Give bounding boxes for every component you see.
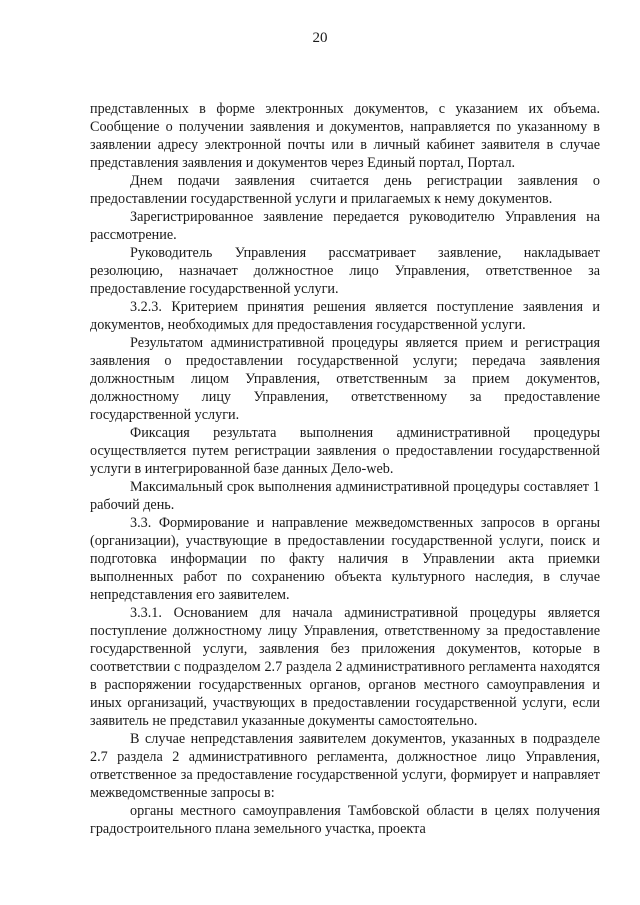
paragraph-continuation: представленных в форме электронных документов, с указанием их объема. Сообщение о получении заявления и документов, направляется по указанному в заявлении адресу электронной почты или в личный кабинет заявителя в случае представления заявления и документов через Единый портал, Портал. (90, 101, 600, 171)
paragraph-fixation: Фиксация результата выполнения административной процедуры осуществляется путем регистрации заявления о предоставлении государственной услуги в интегрированной базе данных Дело-web. (90, 425, 600, 477)
paragraph-head-review: Руководитель Управления рассматривает заявление, накладывает резолюцию, назначает должностное лицо Управления, ответственное за предоставление государственной услуги. (90, 245, 600, 297)
paragraph-non-submission: В случае непредставления заявителем документов, указанных в подразделе 2.7 раздела 2 административного регламента, должностное лицо Управления, ответственное за предоставление государственной услуги, формирует и направляет межведомственные запросы в: (90, 731, 600, 801)
paragraph-local-government: органы местного самоуправления Тамбовской области в целях получения градостроительного плана земельного участка, проекта (90, 803, 600, 837)
paragraph-3-2-3: 3.2.3. Критерием принятия решения является поступление заявления и документов, необходимых для предоставления государственной услуги. (90, 299, 600, 333)
paragraph-transfer: Зарегистрированное заявление передается руководителю Управления на рассмотрение. (90, 209, 600, 243)
document-body (90, 100, 600, 838)
paragraph-3-3: 3.3. Формирование и направление межведомственных запросов в органы (организации), участвующие в предоставлении государственной услуги, поиск и подготовка информации по факту наличия в Управлении акта приемки выполненных работ по сохранению объекта культурного наследия, в случае непредставления его заявителем. (90, 515, 600, 603)
page-number: 20 (312, 30, 328, 46)
paragraph-3-3-1: 3.3.1. Основанием для начала административной процедуры является поступление должностному лицу Управления, ответственному за предоставление государственной услуги, заявления без приложения документов, которые в соответствии с подразделом 2.7 раздела 2 административного регламента находятся в распоряжении государственных органов, органов местного самоуправления и иных организаций, участвующих в предоставлении государственной услуги, если заявитель не представил указанные документы самостоятельно. (90, 605, 600, 729)
paragraph-result: Результатом административной процедуры является прием и регистрация заявления о предоставлении государственной услуги; передача заявления должностным лицом Управления, ответственным за прием документов, должностному лицу Управления, ответственному за предоставление государственной услуги. (90, 335, 600, 423)
paragraph-max-term: Максимальный срок выполнения административной процедуры составляет 1 рабочий день. (90, 479, 600, 513)
paragraph-filing-date: Днем подачи заявления считается день регистрации заявления о предоставлении государственной услуги и прилагаемых к нему документов. (90, 173, 600, 207)
